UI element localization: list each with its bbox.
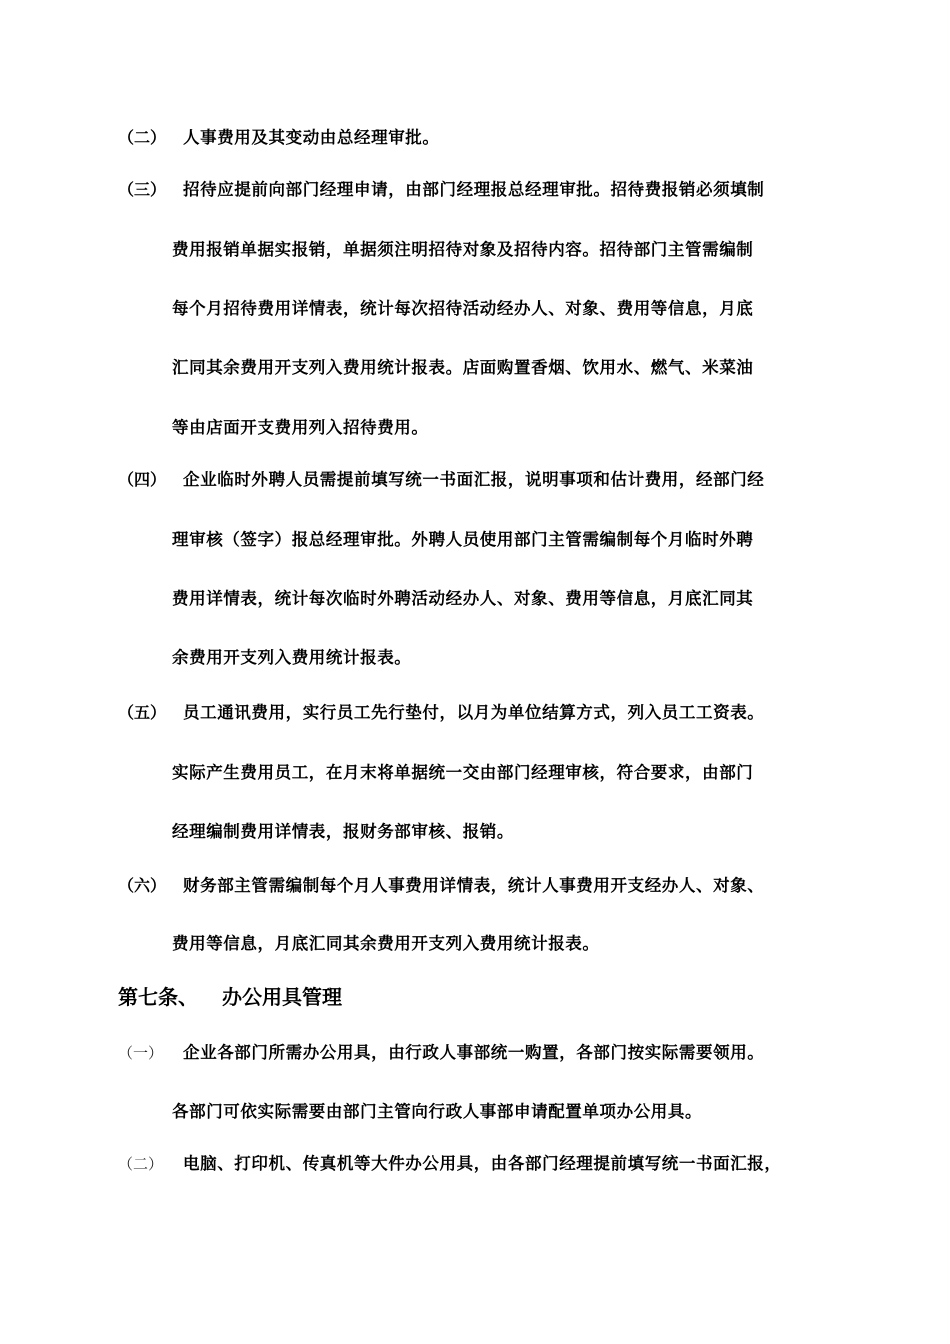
article-label: 第七条、 (118, 985, 198, 1009)
clause-number: （二） (118, 128, 167, 147)
clause-number: （三） (118, 180, 167, 199)
article-title: 办公用具管理 (222, 985, 342, 1009)
clause-line: 余费用开支列入费用统计报表。 (172, 648, 412, 667)
clause-line: 员工通讯费用，实行员工先行垫付，以月为单位结算方式，列入员工工资表。 (183, 703, 765, 722)
clause-number: （四） (118, 470, 167, 489)
clause-line: 人事费用及其变动由总经理审批。 (183, 128, 440, 147)
clause-line: 汇同其余费用开支列入费用统计报表。店面购置香烟、饮用水、燃气、米菜油 (172, 358, 754, 377)
clause-number: （五） (118, 703, 167, 722)
clause-line: 费用报销单据实报销，单据须注明招待对象及招待内容。招待部门主管需编制 (172, 240, 754, 259)
clause-line: 各部门可依实际需要由部门主管向行政人事部申请配置单项办公用具。 (172, 1102, 703, 1121)
clause-line: 费用等信息，月底汇同其余费用开支列入费用统计报表。 (172, 934, 600, 953)
clause-line: 等由店面开支费用列入招待费用。 (172, 418, 429, 437)
clause-line: 费用详情表，统计每次临时外聘活动经办人、对象、费用等信息，月底汇同其 (172, 589, 754, 608)
clause-line: 财务部主管需编制每个月人事费用详情表，统计人事费用开支经办人、对象、 (183, 876, 765, 895)
clause-line: 实际产生费用员工，在月末将单据统一交由部门经理审核，符合要求，由部门 (172, 763, 754, 782)
clause-line: 招待应提前向部门经理申请，由部门经理报总经理审批。招待费报销必须填制 (183, 180, 765, 199)
clause-number: （六） (118, 876, 167, 895)
clause-line: 电脑、打印机、传真机等大件办公用具，由各部门经理提前填写统一书面汇报， (183, 1154, 782, 1173)
clause-line: 经理编制费用详情表，报财务部审核、报销。 (172, 822, 514, 841)
clause-number: （二） (118, 1155, 164, 1173)
clause-line: 企业各部门所需办公用具，由行政人事部统一购置，各部门按实际需要领用。 (183, 1043, 765, 1062)
article-heading (118, 985, 342, 1009)
clause-line: 每个月招待费用详情表，统计每次招待活动经办人、对象、费用等信息，月底 (172, 299, 754, 318)
clause-number: （一） (118, 1044, 164, 1062)
clause-line: 理审核（签字）报总经理审批。外聘人员使用部门主管需编制每个月临时外聘 (172, 530, 754, 549)
clause-line: 企业临时外聘人员需提前填写统一书面汇报，说明事项和估计费用，经部门经 (183, 470, 765, 489)
